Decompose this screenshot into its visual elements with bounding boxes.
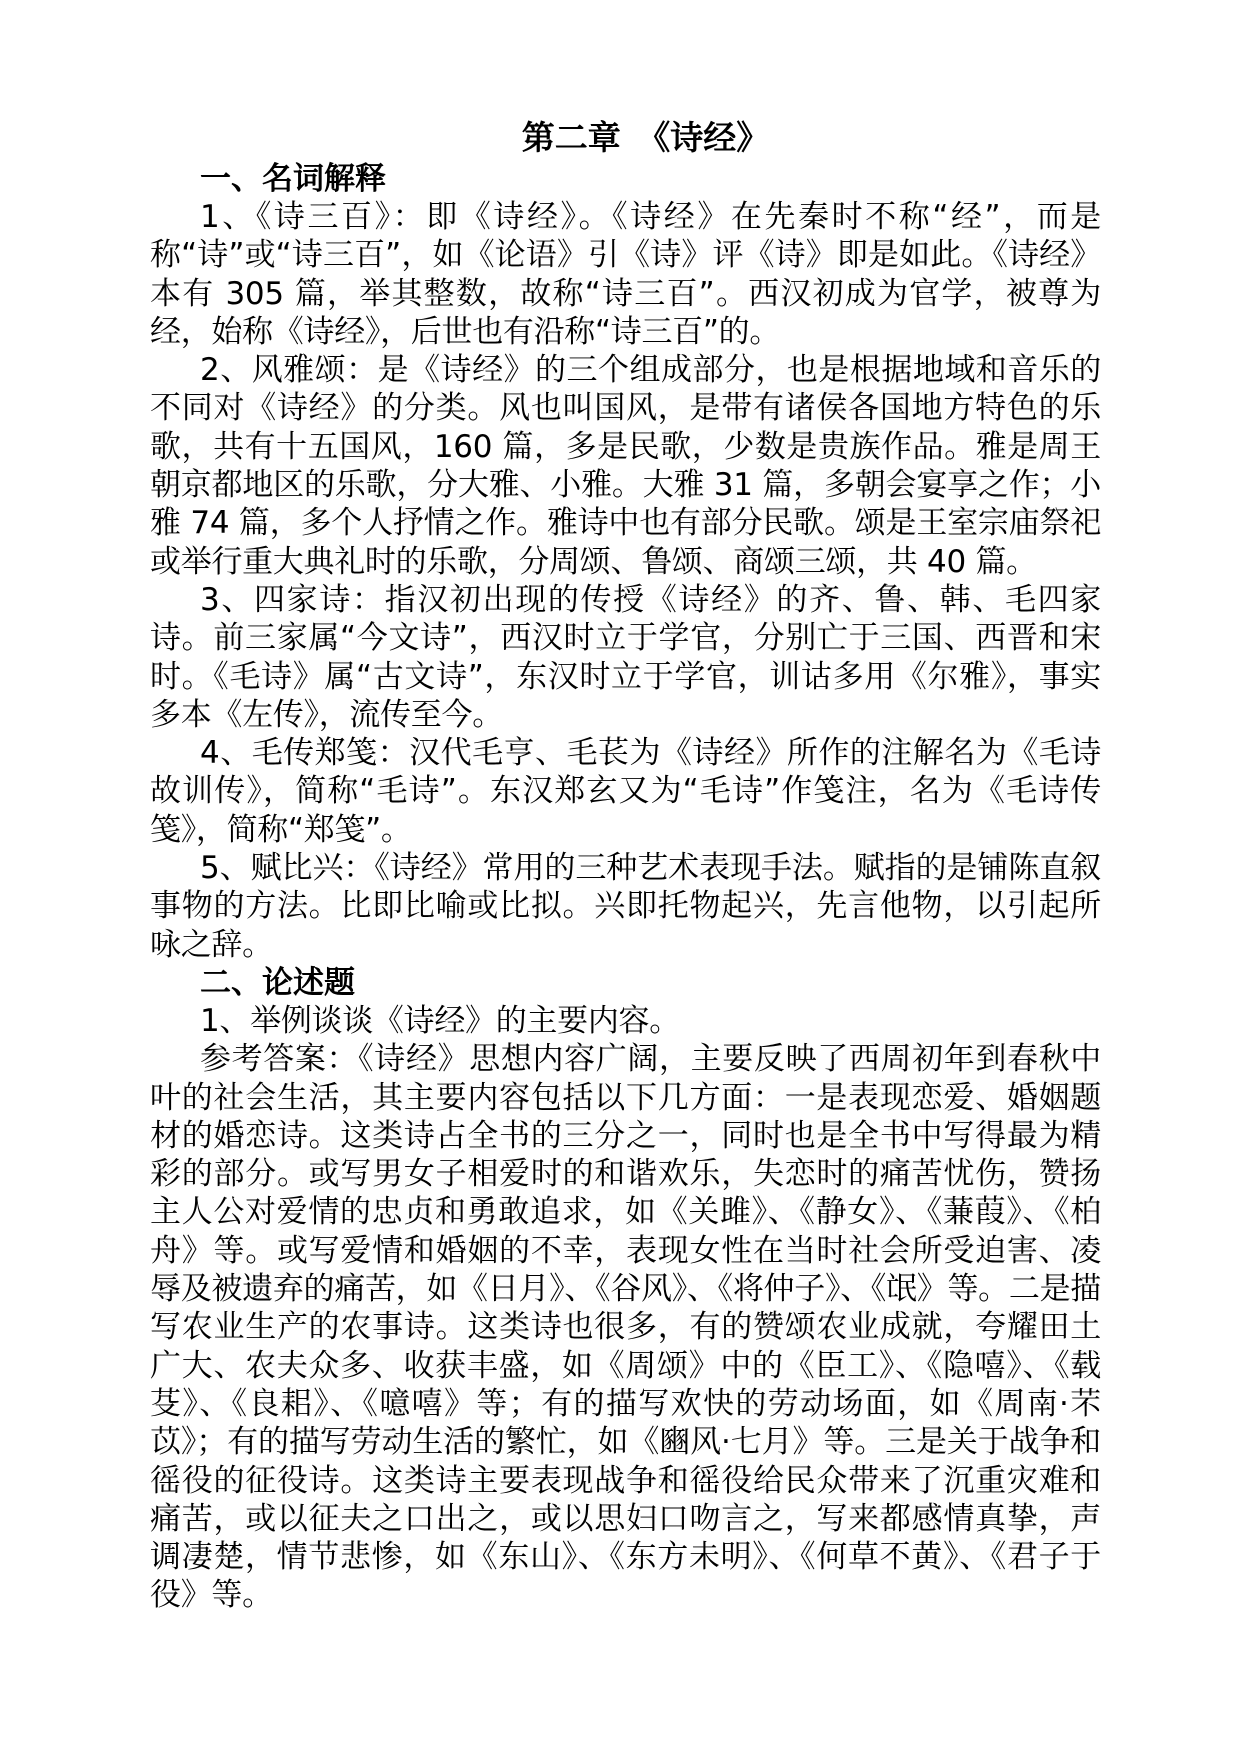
section-heading-terms: 一、名词解释	[200, 161, 386, 197]
section-heading-essay: 二、论述题	[200, 964, 355, 1001]
term-item-2: 2、风雅颂：是《诗经》的三个组成部分，也是根据地域和音乐的不同对《诗经》的分类。风也叫国风，是带有诸侯各国地方特色的乐歌，共有十五国风，160 篇，多是民歌，少数是贵族作品。雅是周王朝京都地区的乐歌，分大雅、小雅。大雅 31 篇，多朝会宴享之作；小雅 74 篇，多个人抒情之作。雅诗中也有部分民歌。颂是王室宗庙祭祀或举行重大典礼时的乐歌，分周颂、鲁颂、商颂三颂，共 40 篇。	[150, 352, 1101, 580]
term-item-4: 4、毛传郑笺：汉代毛亨、毛苌为《诗经》所作的注解名为《毛诗故训传》，简称“毛诗”。东汉郑玄又为“毛诗”作笺注，名为《毛诗传笺》，简称“郑笺”。	[150, 735, 1101, 848]
term-item-1: 1、《诗三百》：即《诗经》。《诗经》在先秦时不称“经”，而是称“诗”或“诗三百”，如《论语》引《诗》评《诗》即是如此。《诗经》本有 305 篇，举其整数，故称“诗三百”。西汉初成为官学，被尊为经，始称《诗经》，后世也有沿称“诗三百”的。	[150, 199, 1101, 350]
term-item-5: 5、赋比兴：《诗经》常用的三种艺术表现手法。赋指的是铺陈直叙事物的方法。比即比喻或比拟。兴即托物起兴，先言他物，以引起所咏之辞。	[150, 850, 1101, 963]
term-item-3: 3、四家诗：指汉初出现的传授《诗经》的齐、鲁、韩、毛四家诗。前三家属“今文诗”，西汉时立于学官，分别亡于三国、西晋和宋时。《毛诗》属“古文诗”，东汉时立于学官，训诂多用《尔雅》，事实多本《左传》，流传至今。	[150, 581, 1101, 733]
essay-answer: 参考答案：《诗经》思想内容广阔，主要反映了西周初年到春秋中叶的社会生活，其主要内容包括以下几方面：一是表现恋爱、婚姻题材的婚恋诗。这类诗占全书的三分之一，同时也是全书中写得最为精彩的部分。或写男女子相爱时的和谐欢乐，失恋时的痛苦忧伤，赞扬主人公对爱情的忠贞和勇敢追求，如《关雎》、《静女》、《蒹葭》、《柏舟》等。或写爱情和婚姻的不幸，表现女性在当时社会所受迫害、凌辱及被遗弃的痛苦，如《日月》、《谷风》、《将仲子》、《氓》等。二是描写农业生产的农事诗。这类诗也很多，有的赞颂农业成就，夸耀田土广大、农夫众多、收获丰盛，如《周颂》中的《臣工》、《隐嘻》、《载芟》、《良耜》、《噫嘻》等；有的描写欢快的劳动场面，如《周南·芣苡》；有的描写劳动生活的繁忙，如《豳风·七月》等。三是关于战争和徭役的征役诗。这类诗主要表现战争和徭役给民众带来了沉重灾难和痛苦，或以征夫之口出之，或以思妇口吻言之，写来都感情真挚，声调凄楚，情节悲惨，如《东山》、《东方未明》、《何草不黄》、《君子于役》等。	[150, 1041, 1101, 1614]
essay-question: 1、举例谈谈《诗经》的主要内容。	[200, 1002, 680, 1039]
chapter-title: 第二章 《诗经》	[521, 118, 770, 157]
